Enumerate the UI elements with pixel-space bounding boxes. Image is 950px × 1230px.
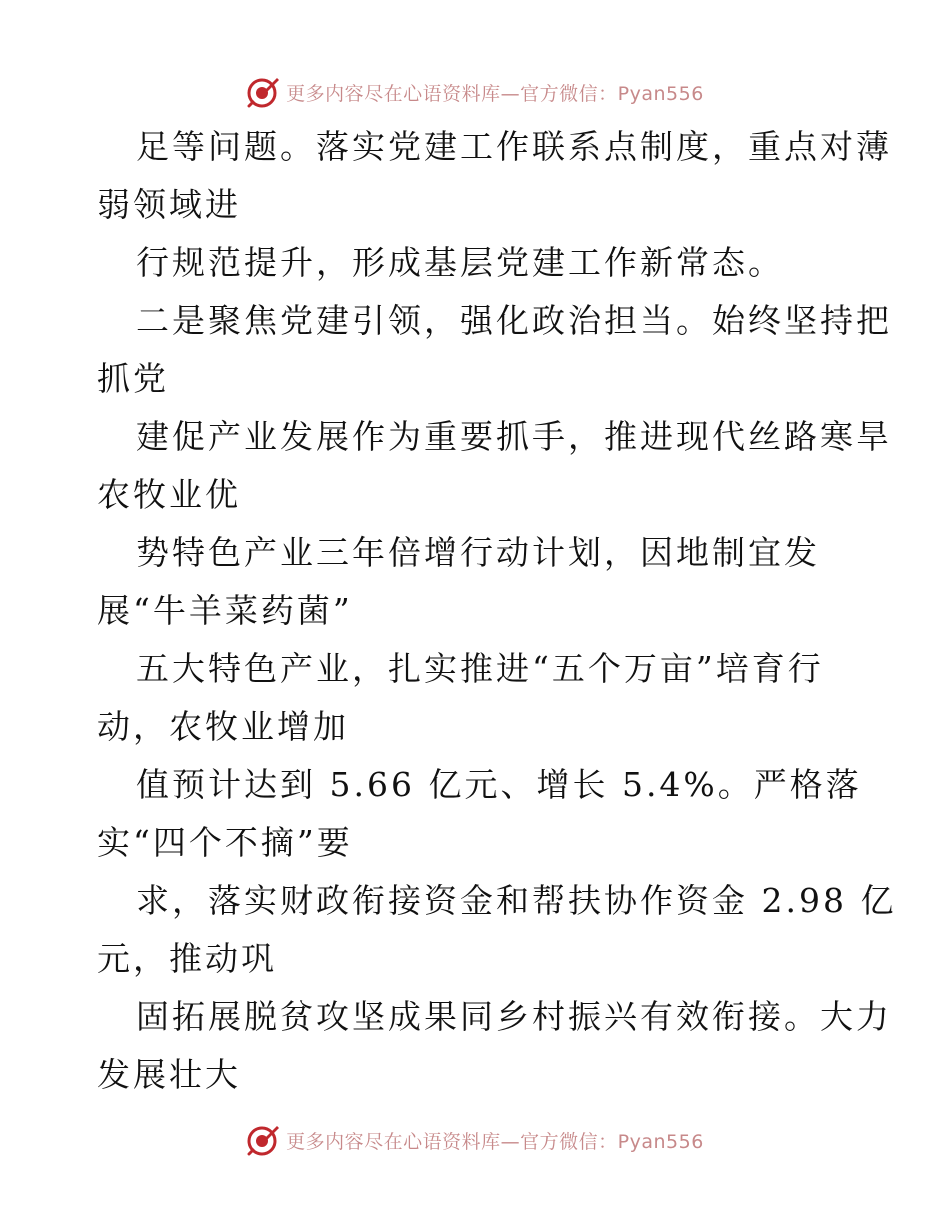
footer-watermark (0, 1120, 950, 1160)
paragraph-line: 弱领域进 (97, 185, 241, 224)
paragraph-line: 展“牛羊菜药菌” (97, 591, 353, 630)
paragraph-line: 固拓展脱贫攻坚成果同乡村振兴有效衔接。大力 (136, 997, 892, 1036)
paragraph-line: 势特色产业三年倍增行动计划，因地制宜发 (136, 533, 820, 572)
paragraph (0, 872, 950, 988)
paragraph (0, 988, 950, 1104)
header-watermark (0, 72, 950, 112)
paragraph (0, 524, 950, 640)
paragraph (0, 408, 950, 524)
paragraph (0, 756, 950, 872)
watermark-text: 更多内容尽在心语资料库—官方微信：Pyan556 (286, 1130, 704, 1153)
pen-nib-logo-icon (246, 1123, 280, 1157)
paragraph (0, 292, 950, 408)
paragraph (0, 118, 950, 234)
pen-nib-logo-icon (246, 75, 280, 109)
watermark-text: 更多内容尽在心语资料库—官方微信：Pyan556 (286, 82, 704, 105)
paragraph-line: 二是聚焦党建引领，强化政治担当。始终坚持把 (136, 301, 892, 340)
paragraph-line: 行规范提升，形成基层党建工作新常态。 (136, 243, 784, 282)
paragraph-line: 求，落实财政衔接资金和帮扶协作资金 2.98 亿 (136, 881, 897, 920)
paragraph-line: 五大特色产业，扎实推进“五个万亩”培育行 (136, 649, 824, 688)
document-body (0, 118, 950, 1104)
paragraph (0, 640, 950, 756)
paragraph (0, 234, 950, 292)
paragraph-line: 抓党 (97, 359, 169, 398)
paragraph-line: 建促产业发展作为重要抓手，推进现代丝路寒旱 (136, 417, 892, 456)
paragraph-line: 足等问题。落实党建工作联系点制度，重点对薄 (136, 127, 892, 166)
paragraph-line: 动，农牧业增加 (97, 707, 349, 746)
paragraph-line: 元，推动巩 (97, 939, 277, 978)
paragraph-line: 农牧业优 (97, 475, 241, 514)
paragraph-line: 实“四个不摘”要 (97, 823, 353, 862)
paragraph-line: 值预计达到 5.66 亿元、增长 5.4%。严格落 (136, 765, 862, 804)
paragraph-line: 发展壮大 (97, 1055, 241, 1094)
